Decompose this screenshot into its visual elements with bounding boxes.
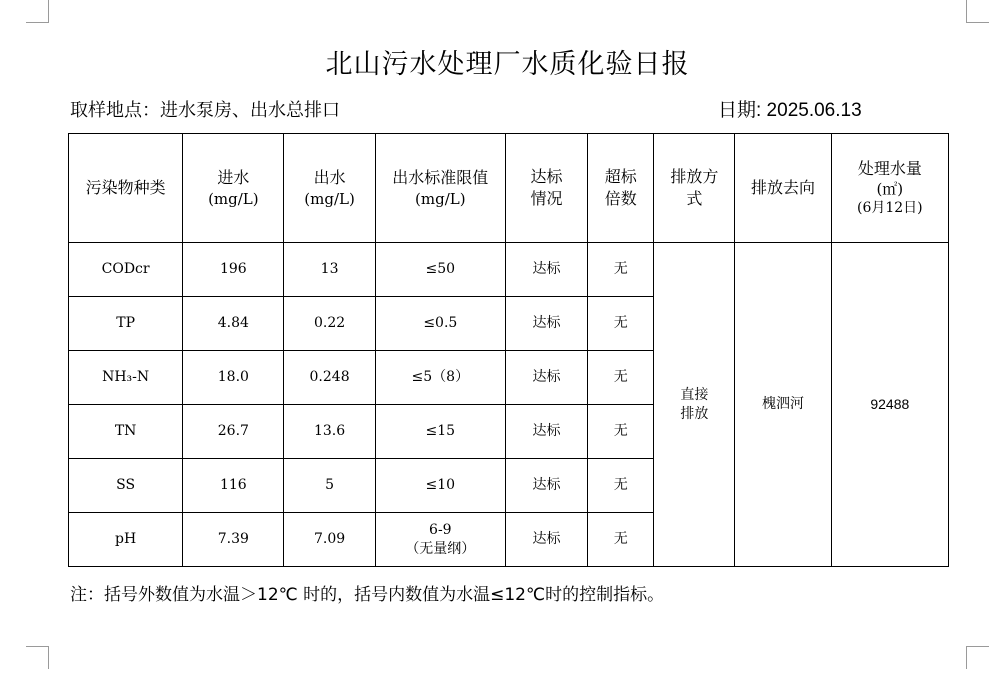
pollutant-cell: TN (69, 405, 183, 459)
standard-cell: ≤0.5 (375, 297, 505, 351)
effluent-cell: 0.248 (284, 351, 375, 405)
crop-mark-bottom-right (966, 646, 989, 669)
influent-cell: 18.0 (183, 351, 284, 405)
pollutant-cell: pH (69, 513, 183, 567)
report-date: 日期: 2025.06.13 (718, 100, 862, 121)
discharge-destination-cell: 槐泗河 (735, 243, 831, 567)
footnote: 注：括号外数值为水温＞12℃ 时的，括号内数值为水温≤12℃时的控制指标。 (70, 585, 665, 605)
header-discharge-destination: 排放去向 (735, 134, 831, 243)
pollutant-cell: TP (69, 297, 183, 351)
crop-mark-top-right (966, 0, 989, 23)
exceed-cell: 无 (588, 405, 654, 459)
exceed-cell: 无 (588, 243, 654, 297)
table-row (69, 243, 949, 297)
standard-value: 6-9 (429, 521, 452, 538)
header-influent: 进水 (mg/L) (183, 134, 284, 243)
header-pollutant: 污染物种类 (69, 134, 183, 243)
header-treated-volume: 处理水量 (㎡) (6月12日) (831, 134, 948, 243)
influent-cell: 7.39 (183, 513, 284, 567)
header-exceed-multiple: 超标 倍数 (588, 134, 654, 243)
exceed-cell: 无 (588, 459, 654, 513)
exceed-cell: 无 (588, 297, 654, 351)
compliance-cell: 达标 (505, 297, 587, 351)
effluent-cell: 7.09 (284, 513, 375, 567)
compliance-cell: 达标 (505, 351, 587, 405)
influent-cell: 116 (183, 459, 284, 513)
pollutant-cell: SS (69, 459, 183, 513)
effluent-cell: 0.22 (284, 297, 375, 351)
sampling-location: 取样地点：进水泵房、出水总排口 (70, 100, 340, 121)
standard-cell: ≤5（8） (375, 351, 505, 405)
discharge-mode-cell: 直接 排放 (654, 243, 735, 567)
compliance-cell: 达标 (505, 459, 587, 513)
effluent-cell: 13 (284, 243, 375, 297)
influent-cell: 4.84 (183, 297, 284, 351)
standard-cell: ≤15 (375, 405, 505, 459)
header-standard-limit: 出水标准限值 (mg/L) (375, 134, 505, 243)
header-effluent: 出水 (mg/L) (284, 134, 375, 243)
report-title: 北山污水处理厂水质化验日报 (325, 49, 690, 80)
treated-volume-cell: 92488 (831, 243, 948, 567)
standard-note: （无量纲） (405, 540, 476, 557)
compliance-cell: 达标 (505, 513, 587, 567)
pollutant-cell: NH₃-N (69, 351, 183, 405)
standard-cell: ≤50 (375, 243, 505, 297)
influent-cell: 26.7 (183, 405, 284, 459)
crop-mark-bottom-left (26, 646, 49, 669)
header-compliance: 达标 情况 (505, 134, 587, 243)
influent-cell: 196 (183, 243, 284, 297)
effluent-cell: 5 (284, 459, 375, 513)
effluent-cell: 13.6 (284, 405, 375, 459)
pollutant-cell: CODcr (69, 243, 183, 297)
standard-cell: ≤10 (375, 459, 505, 513)
crop-mark-top-left (26, 0, 49, 23)
exceed-cell: 无 (588, 351, 654, 405)
header-row (69, 134, 949, 243)
exceed-cell: 无 (588, 513, 654, 567)
water-quality-table (68, 133, 949, 567)
standard-cell (375, 513, 505, 567)
compliance-cell: 达标 (505, 405, 587, 459)
header-discharge-mode: 排放方 式 (654, 134, 735, 243)
compliance-cell: 达标 (505, 243, 587, 297)
